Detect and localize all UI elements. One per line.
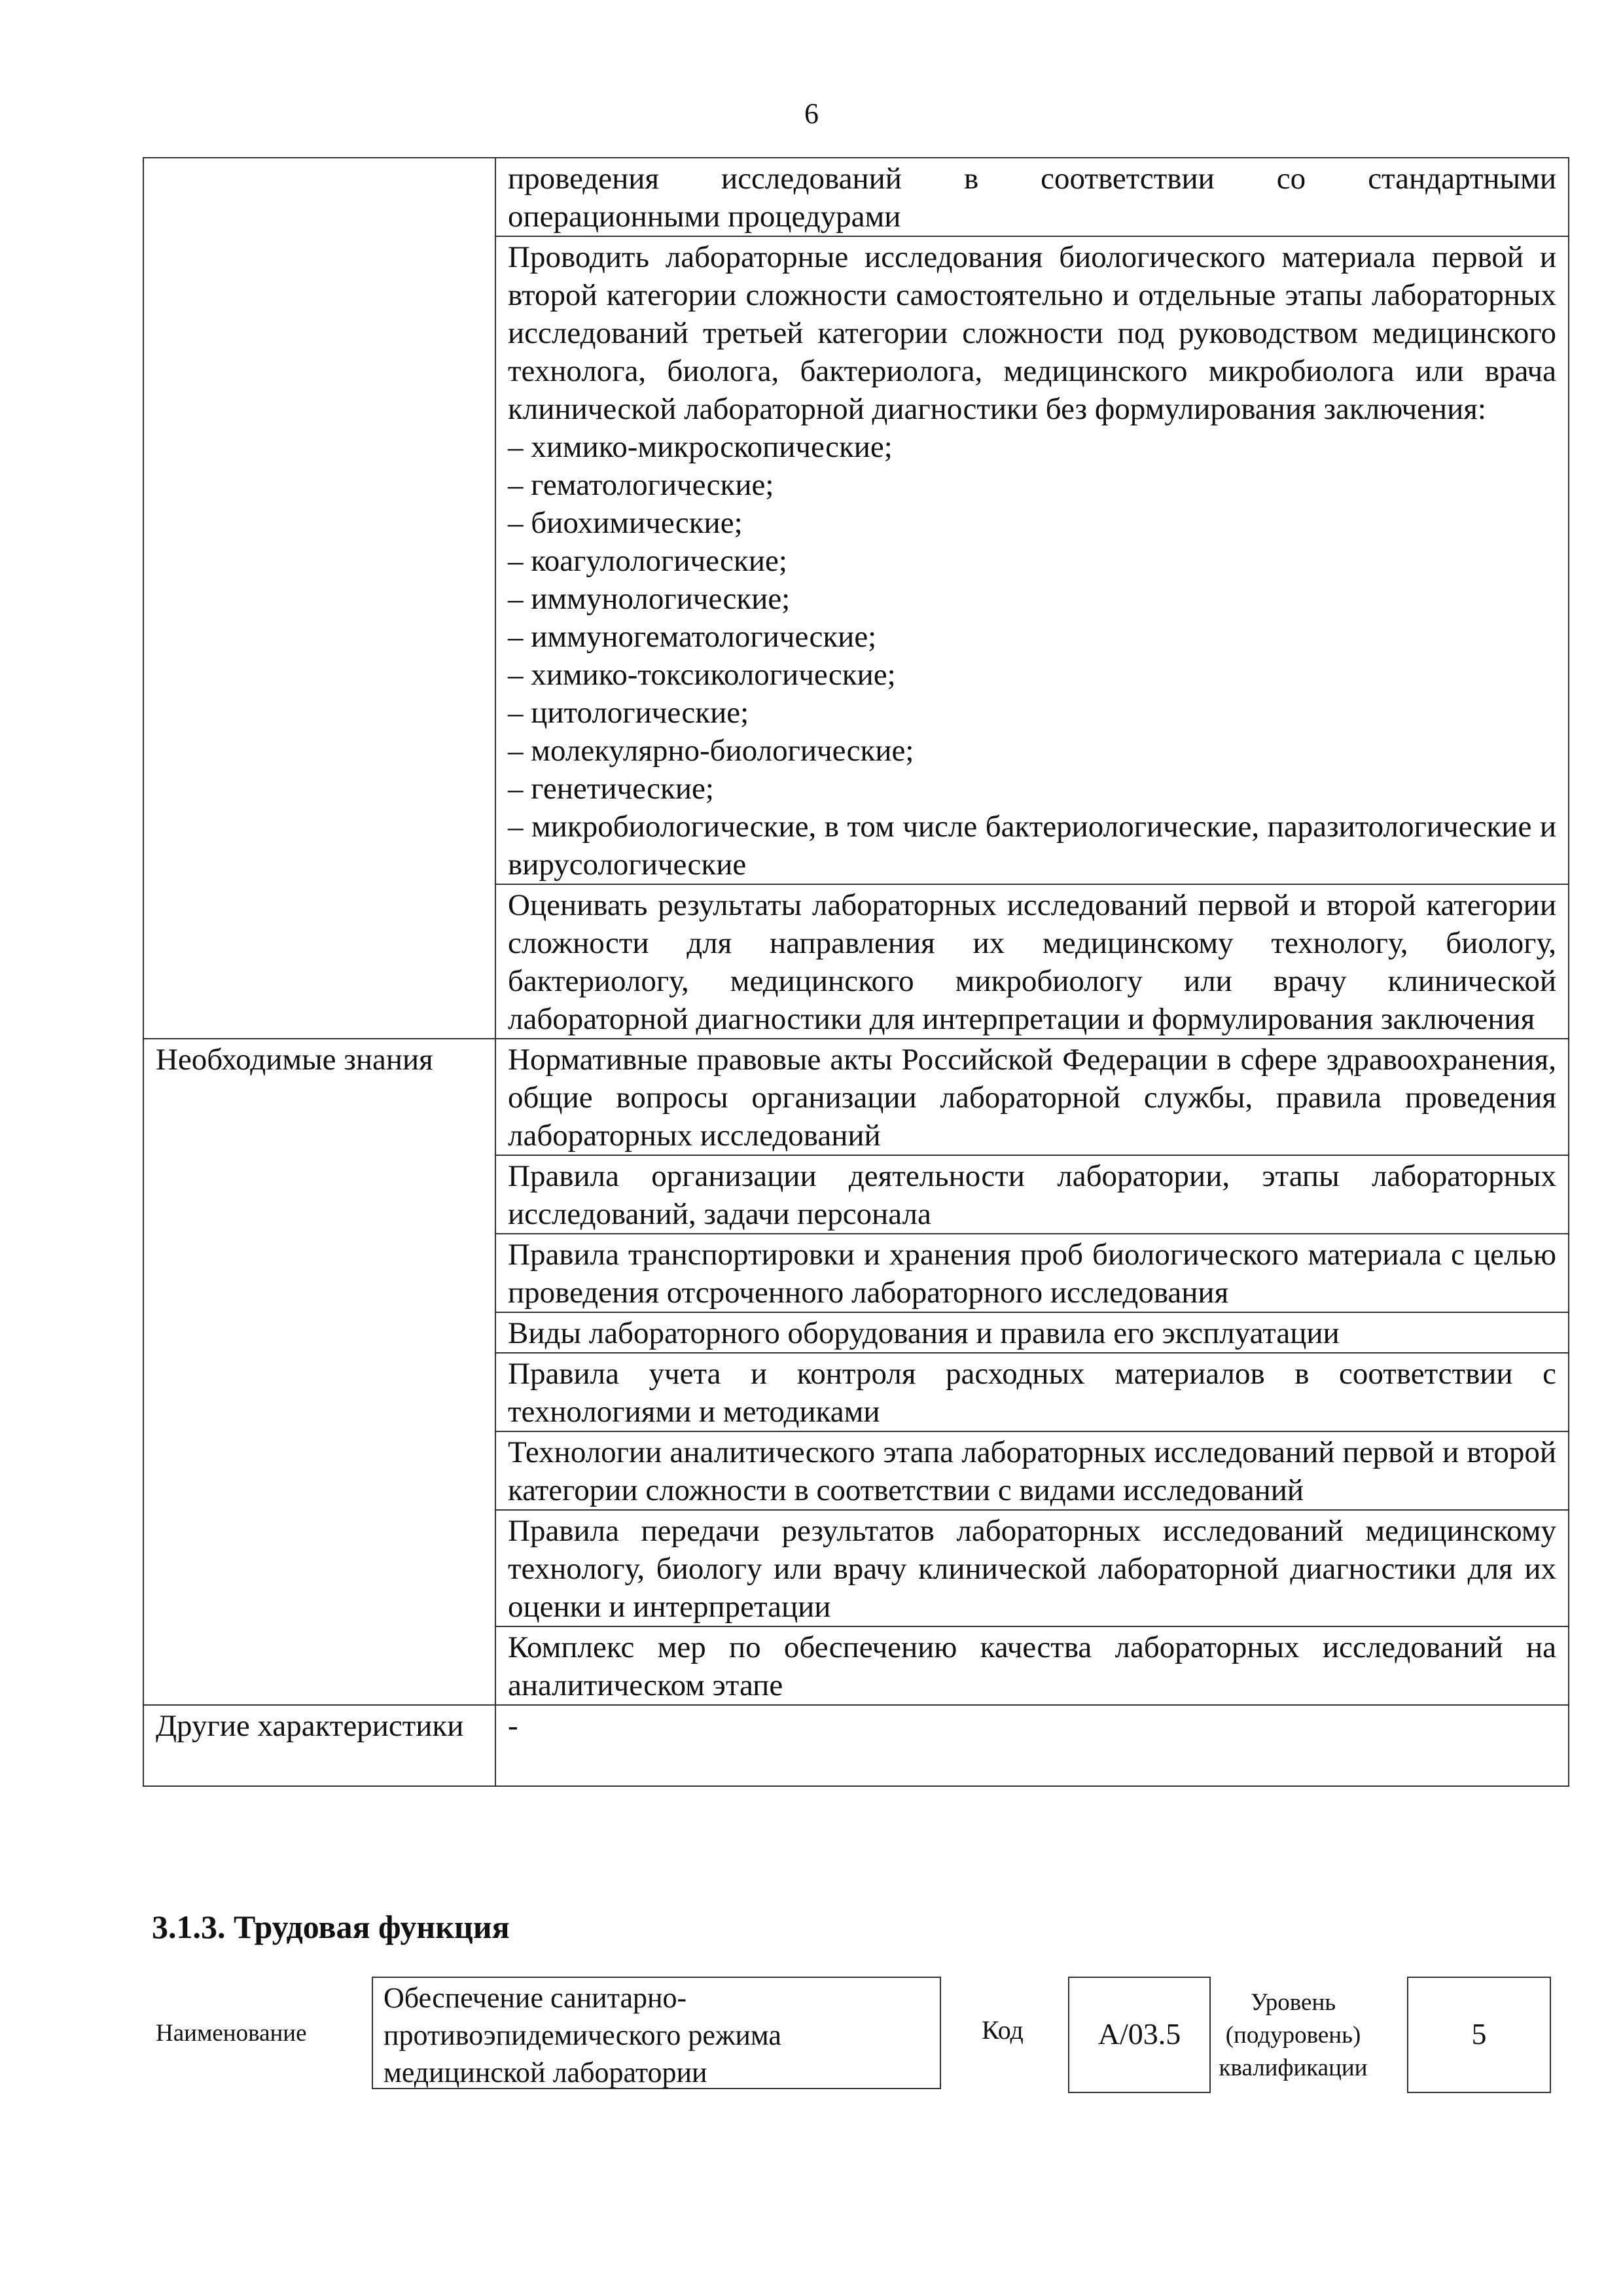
list-item: – микробиологические, в том числе бактериологические, паразитологические и вирусологические (508, 810, 1556, 882)
text-line: операционными процедурами (508, 200, 901, 234)
page-number: 6 (804, 98, 819, 130)
table-cell-evaluate: Оценивать результаты лабораторных исследований первой и второй категории сложности для направления их медицинскому технологу, биологу, бактериологу, медицинского микробиологу или врачу клинической лабораторной диагностики для интерпретации и формулирования заключения (495, 884, 1569, 1039)
list-item: – иммунологические; (508, 582, 791, 616)
list-item: – иммуногематологические; (508, 620, 877, 654)
knowledge-item: Технологии аналитического этапа лабораторных исследований первой и второй категории сложности в соответствии с видами исследований (495, 1431, 1569, 1510)
list-item: – цитологические; (508, 696, 749, 730)
name-label: Наименование (156, 2020, 307, 2047)
code-label: Код (982, 2015, 1024, 2045)
list-item: – генетические; (508, 772, 714, 806)
table-cell-lab-research (495, 236, 1569, 884)
list-item: – гематологические; (508, 468, 774, 502)
knowledge-item: Нормативные правовые акты Российской Федерации в сфере здравоохранения, общие вопросы организации лабораторной службы, правила проведения лабораторных исследований (495, 1039, 1569, 1155)
table-row (143, 158, 1569, 236)
knowledge-item: Правила передачи результатов лабораторных исследований медицинскому технологу, биологу или врачу клинической лабораторной диагностики для их оценки и интерпретации (495, 1510, 1569, 1626)
knowledge-item: Правила организации деятельности лаборатории, этапы лабораторных исследований, задачи персонала (495, 1155, 1569, 1234)
list-item: – химико-микроскопические; (508, 430, 893, 464)
list-item: – коагулологические; (508, 544, 787, 578)
code-value: А/03.5 (1068, 1977, 1211, 2093)
row-label-knowledge: Необходимые знания (143, 1039, 495, 1705)
knowledge-item: Правила учета и контроля расходных материалов в соответствии с технологиями и методиками (495, 1353, 1569, 1431)
section-title: 3.1.3. Трудовая функция (152, 1909, 510, 1945)
table-row (143, 1705, 1569, 1786)
row-label-other: Другие характеристики (143, 1705, 495, 1786)
table-row (143, 1039, 1569, 1155)
other-value: - (495, 1705, 1569, 1786)
cell-intro: Проводить лабораторные исследования биологического материала первой и второй категории сложности самостоятельно и отдельные этапы лабораторных исследований третьей категории сложности под руководством медицинского технолога, биолога, бактериолога, медицинского микробиолога или врача клинической лабораторной диагностики без формулирования заключения: (508, 240, 1556, 426)
level-label: Уровень (подуровень) квалификации (1219, 1989, 1368, 2081)
text-line: проведения исследований в соответствии со стандартными (508, 162, 1556, 196)
name-value: Обеспечение санитарно-противоэпидемического режима медицинской лаборатории (372, 1977, 941, 2089)
table-cell-procedures (495, 158, 1569, 236)
list-item: – биохимические; (508, 506, 743, 540)
knowledge-item: Комплекс мер по обеспечению качества лабораторных исследований на аналитическом этапе (495, 1626, 1569, 1705)
list-item: – химико-токсикологические; (508, 658, 896, 692)
row-label-empty (143, 158, 495, 1039)
level-value: 5 (1407, 1977, 1551, 2093)
knowledge-item: Виды лабораторного оборудования и правила его эксплуатации (495, 1312, 1569, 1353)
list-item: – молекулярно-биологические; (508, 734, 914, 768)
knowledge-item: Правила транспортировки и хранения проб биологического материала с целью проведения отсроченного лабораторного исследования (495, 1234, 1569, 1312)
competency-table (143, 157, 1569, 1787)
